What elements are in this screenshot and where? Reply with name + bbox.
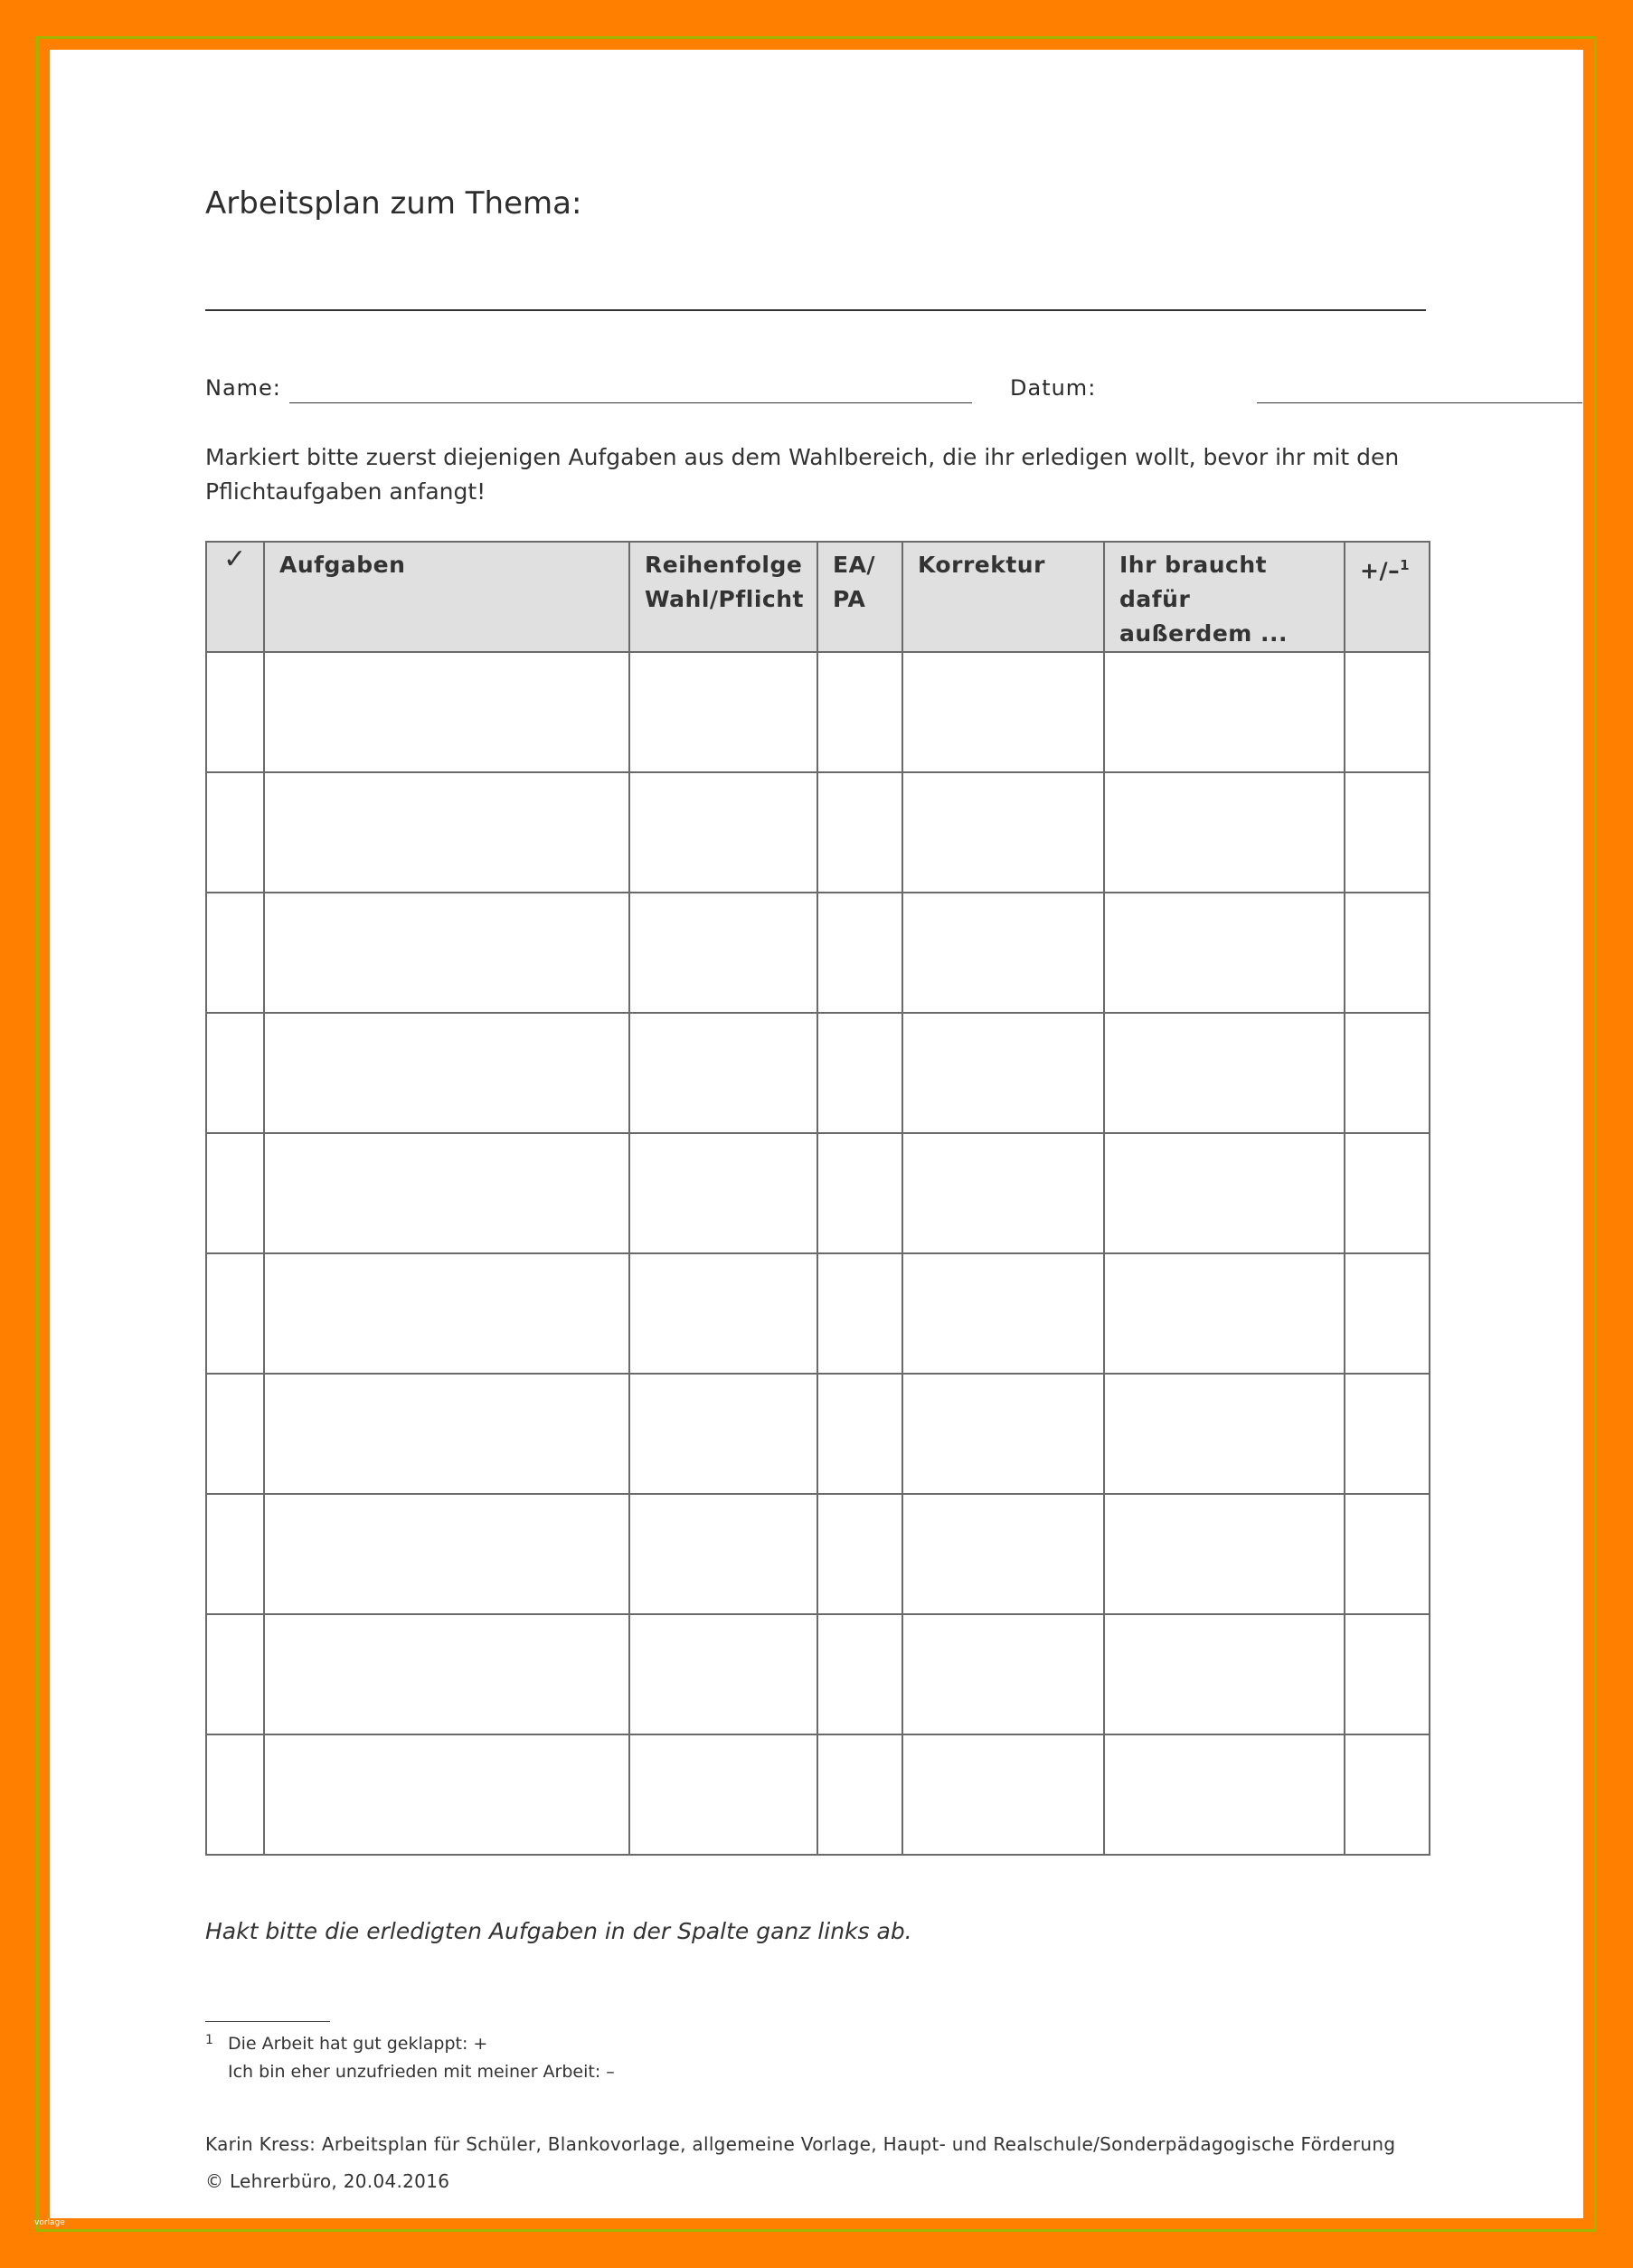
name-label: Name: <box>205 375 281 401</box>
table-cell <box>264 1734 629 1855</box>
table-cell <box>1104 1013 1345 1133</box>
checkmark-icon: ✓ <box>223 543 247 575</box>
table-cell <box>1345 1013 1430 1133</box>
table-cell <box>902 1614 1104 1734</box>
table-cell <box>902 652 1104 772</box>
date-write-line <box>1257 402 1582 403</box>
credit-line-1: Karin Kress: Arbeitsplan für Schüler, Blankovorlage, allgemeine Vorlage, Haupt- und Realschule/Sonderpädagogische Förderung <box>205 2133 1396 2155</box>
table-cell <box>206 1133 264 1253</box>
header-aufgaben: Aufgaben <box>264 542 629 652</box>
table-cell <box>629 1133 817 1253</box>
check-off-note: Hakt bitte die erledigten Aufgaben in der Spalte ganz links ab. <box>205 1918 912 1944</box>
footnote-ref: 1 <box>1400 557 1411 573</box>
table-cell <box>629 1374 817 1494</box>
table-cell <box>206 1374 264 1494</box>
table-cell <box>264 1374 629 1494</box>
table-cell <box>902 772 1104 893</box>
table-cell <box>817 1253 902 1374</box>
table-cell <box>1104 893 1345 1013</box>
table-cell <box>817 1614 902 1734</box>
table-cell <box>902 1734 1104 1855</box>
table-cell <box>1104 1734 1345 1855</box>
footnote-line-1: Die Arbeit hat gut geklappt: + <box>228 2034 488 2054</box>
table-cell <box>206 1013 264 1133</box>
table-cell <box>206 1253 264 1374</box>
table-cell <box>817 1133 902 1253</box>
table-header-row <box>206 542 1430 652</box>
table-cell <box>206 1614 264 1734</box>
name-write-line <box>289 402 972 403</box>
table-cell <box>817 1494 902 1614</box>
table-row <box>206 1494 1430 1614</box>
header-reihenfolge: Reihenfolge Wahl/Pflicht <box>629 542 817 652</box>
table-cell <box>1104 1494 1345 1614</box>
header-korrektur: Korrektur <box>902 542 1104 652</box>
footnote-line-2: Ich bin eher unzufrieden mit meiner Arbeit: – <box>228 2062 615 2082</box>
document-title: Arbeitsplan zum Thema: <box>205 185 582 222</box>
table-cell <box>629 652 817 772</box>
table-cell <box>902 1253 1104 1374</box>
table-cell <box>817 893 902 1013</box>
table-cell <box>1104 1614 1345 1734</box>
table-cell <box>902 1494 1104 1614</box>
table-cell <box>902 1374 1104 1494</box>
table-cell <box>1104 1374 1345 1494</box>
work-plan-table <box>205 541 1430 1856</box>
footnote-number: 1 <box>205 2033 213 2047</box>
table-cell <box>1345 1253 1430 1374</box>
table-cell <box>264 1133 629 1253</box>
table-row <box>206 1734 1430 1855</box>
table-row <box>206 652 1430 772</box>
document-page <box>50 50 1583 2218</box>
credit <box>205 2126 1395 2200</box>
instruction-text: Markiert bitte zuerst diejenigen Aufgaben aus dem Wahlbereich, die ihr erledigen wollt, bevor ihr mit den Pflichtaufgaben anfangt! <box>205 444 1400 505</box>
table-cell <box>629 1614 817 1734</box>
topic-write-line <box>205 309 1426 311</box>
table-row <box>206 1253 1430 1374</box>
table-cell <box>902 893 1104 1013</box>
table-cell <box>206 1734 264 1855</box>
table-cell <box>902 1013 1104 1133</box>
watermark-text: vorlage <box>34 2218 65 2227</box>
table-cell <box>264 893 629 1013</box>
table-row <box>206 1614 1430 1734</box>
table-cell <box>1345 1133 1430 1253</box>
table-cell <box>629 1494 817 1614</box>
table-cell <box>902 1133 1104 1253</box>
table-cell <box>206 893 264 1013</box>
table-cell <box>1345 1734 1430 1855</box>
table-cell <box>1104 1253 1345 1374</box>
table-cell <box>264 652 629 772</box>
credit-line-2: © Lehrerbüro, 20.04.2016 <box>205 2170 450 2192</box>
table-cell <box>817 652 902 772</box>
table-cell <box>206 772 264 893</box>
header-plus-minus: +/–$^1$ <box>1345 542 1430 652</box>
header-braucht: Ihr braucht dafür außerdem ... <box>1104 542 1345 652</box>
table-cell <box>817 772 902 893</box>
date-label: Datum: <box>1010 375 1097 401</box>
table-cell <box>1104 772 1345 893</box>
table-cell <box>1345 652 1430 772</box>
table-row <box>206 1013 1430 1133</box>
header-check <box>206 542 264 652</box>
table-cell <box>817 1734 902 1855</box>
table-cell <box>1345 1614 1430 1734</box>
table-cell <box>1345 1374 1430 1494</box>
table-row <box>206 772 1430 893</box>
footnote-separator <box>205 2021 330 2022</box>
table-cell <box>629 893 817 1013</box>
table-cell <box>1345 893 1430 1013</box>
table-cell <box>264 1013 629 1133</box>
table-cell <box>629 1253 817 1374</box>
table-body <box>206 652 1430 1855</box>
table-cell <box>206 652 264 772</box>
table-cell <box>264 1494 629 1614</box>
table-row <box>206 893 1430 1013</box>
table-cell <box>629 1734 817 1855</box>
table-cell <box>817 1013 902 1133</box>
table-cell <box>1345 1494 1430 1614</box>
table-cell <box>817 1374 902 1494</box>
table-cell <box>629 1013 817 1133</box>
table-cell <box>1104 1133 1345 1253</box>
table-cell <box>1345 772 1430 893</box>
table-cell <box>264 1614 629 1734</box>
header-ea-pa: EA/ PA <box>817 542 902 652</box>
table-row <box>206 1133 1430 1253</box>
table-cell <box>629 772 817 893</box>
table-cell <box>264 1253 629 1374</box>
table-cell <box>264 772 629 893</box>
footnote <box>205 2030 615 2086</box>
table-row <box>206 1374 1430 1494</box>
table-cell <box>206 1494 264 1614</box>
table-cell <box>1104 652 1345 772</box>
